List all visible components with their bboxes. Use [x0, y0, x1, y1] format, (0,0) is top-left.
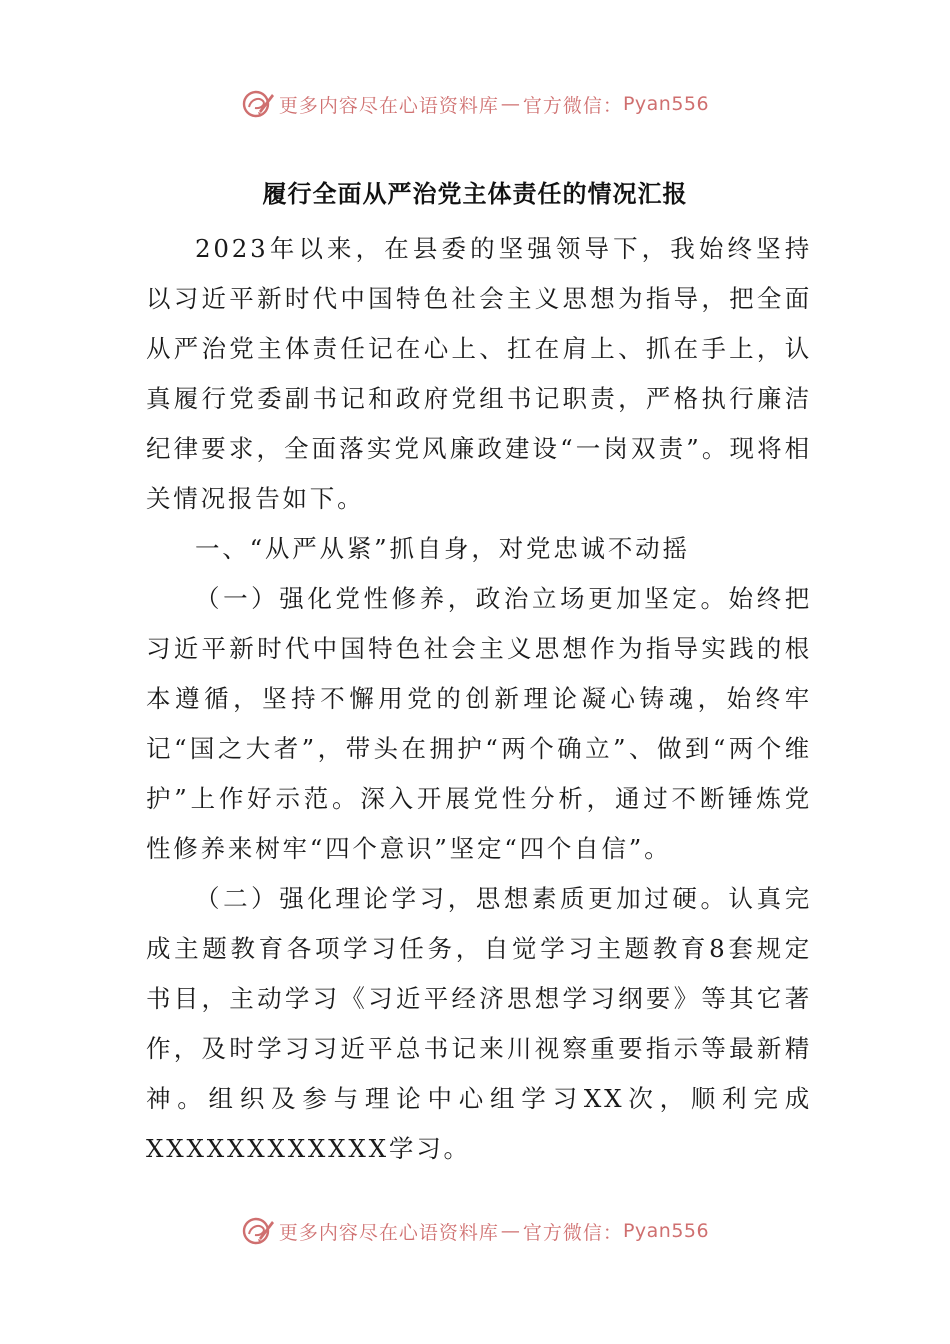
footer-watermark [0, 1211, 950, 1251]
watermark-id: Pyan556 [622, 93, 710, 115]
watermark-separator: — [500, 1220, 521, 1242]
intro-paragraph: 2023年以来，在县委的坚强领导下，我始终坚持以习近平新时代中国特色社会主义思想为指导，把全面从严治党主体责任记在心上、扛在肩上、抓在手上，认真履行党委副书记和政府党组书记职责，严格执行廉洁纪律要求，全面落实党风廉政建设“一岗双责”。现将相关情况报告如下。 [146, 234, 812, 513]
watermark-label: 官方微信： [522, 94, 623, 117]
subsection-paragraph-2: （二）强化理论学习，思想素质更加过硬。认真完成主题教育各项学习任务，自觉学习主题教育8套规定书目，主动学习《习近平经济思想学习纲要》等其它著作，及时学习习近平总书记来川视察重要指示等最新精神。组织及参与理论中心组学习XX次，顺利完成XXXXXXXXXXXX学习。 [146, 884, 812, 1163]
watermark-separator: — [500, 93, 521, 115]
section-heading: 一、“从严从紧”抓自身，对党忠诚不动摇 [195, 534, 690, 563]
pen-swirl-logo-icon [241, 87, 275, 121]
watermark-text: 更多内容尽在心语资料库 [278, 94, 499, 117]
document-body [146, 224, 812, 1174]
subsection-paragraph-1: （一）强化党性修养，政治立场更加坚定。始终把习近平新时代中国特色社会主义思想作为指导实践的根本遵循，坚持不懈用党的创新理论凝心铸魂，始终牢记“国之大者”，带头在拥护“两个确立”、做到“两个维护”上作好示范。深入开展党性分析，通过不断锤炼党性修养来树牢“四个意识”坚定“四个自信”。 [146, 584, 812, 863]
watermark-text: 更多内容尽在心语资料库 [278, 1221, 499, 1244]
document-title: 履行全面从严治党主体责任的情况汇报 [262, 180, 688, 208]
header-watermark [0, 84, 950, 124]
watermark-label: 官方微信： [522, 1221, 623, 1244]
pen-swirl-logo-icon [241, 1214, 275, 1248]
watermark-id: Pyan556 [622, 1220, 710, 1242]
